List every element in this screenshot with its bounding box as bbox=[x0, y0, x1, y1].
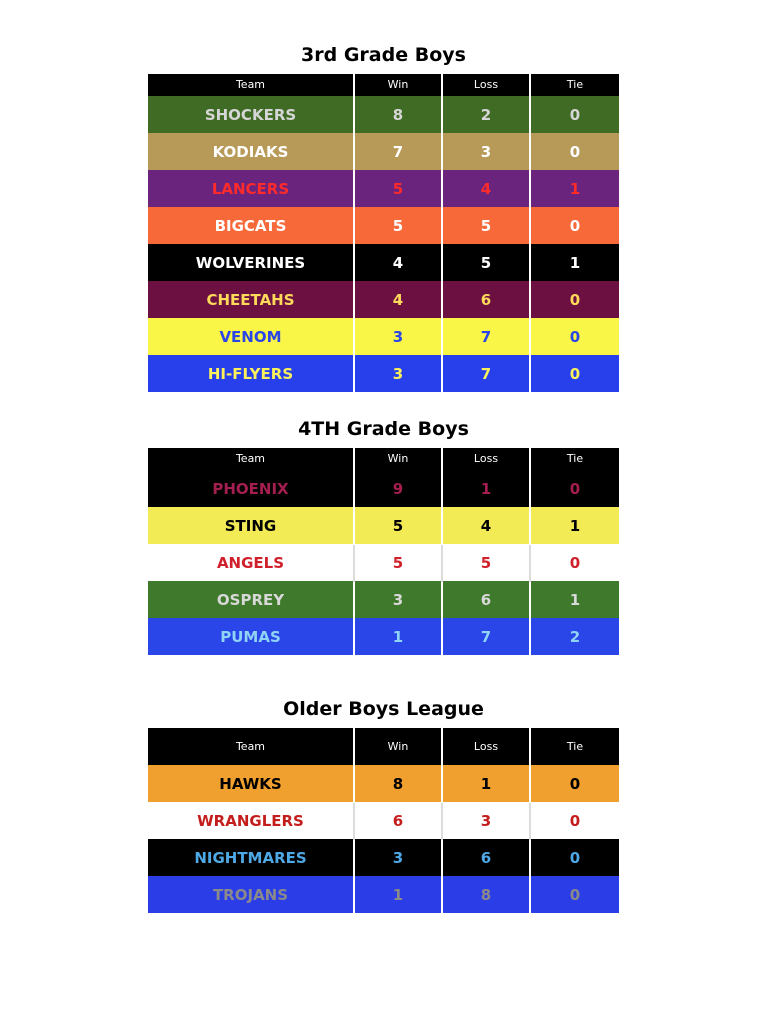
tie-cell: 0 bbox=[530, 355, 619, 392]
tie-cell: 0 bbox=[530, 876, 619, 913]
tie-cell: 2 bbox=[530, 618, 619, 655]
win-cell: 5 bbox=[354, 170, 442, 207]
team-row bbox=[148, 876, 619, 913]
loss-cell: 7 bbox=[442, 618, 530, 655]
tie-cell: 0 bbox=[530, 544, 619, 581]
win-cell: 3 bbox=[354, 581, 442, 618]
tie-cell: 1 bbox=[530, 170, 619, 207]
loss-cell: 4 bbox=[442, 170, 530, 207]
team-row bbox=[148, 581, 619, 618]
loss-cell: 5 bbox=[442, 207, 530, 244]
team-name-cell: HAWKS bbox=[219, 774, 282, 793]
team-row bbox=[148, 133, 619, 170]
loss-cell: 6 bbox=[442, 581, 530, 618]
older-boys-title: Older Boys League bbox=[283, 698, 484, 720]
third-grade-table bbox=[148, 74, 619, 392]
col-header-win: Win bbox=[354, 74, 442, 96]
tie-cell: 1 bbox=[530, 244, 619, 281]
loss-cell: 8 bbox=[442, 876, 530, 913]
loss-cell: 3 bbox=[442, 802, 530, 839]
win-cell: 3 bbox=[354, 839, 442, 876]
team-row bbox=[148, 355, 619, 392]
fourth-grade-table bbox=[148, 448, 619, 655]
tie-cell: 0 bbox=[530, 802, 619, 839]
loss-cell: 5 bbox=[442, 544, 530, 581]
team-name-cell: PUMAS bbox=[220, 627, 281, 646]
win-cell: 3 bbox=[354, 355, 442, 392]
col-header-team: Team bbox=[148, 74, 354, 96]
team-name-cell: NIGHTMARES bbox=[194, 848, 307, 867]
col-header-win: Win bbox=[354, 448, 442, 470]
loss-cell: 7 bbox=[442, 355, 530, 392]
loss-cell: 7 bbox=[442, 318, 530, 355]
tie-cell: 0 bbox=[530, 281, 619, 318]
col-header-loss: Loss bbox=[442, 448, 530, 470]
header-row bbox=[148, 728, 619, 765]
col-header-tie: Tie bbox=[530, 448, 619, 470]
team-row bbox=[148, 802, 619, 839]
team-name-cell: STING bbox=[224, 516, 277, 535]
team-name-cell: BIGCATS bbox=[214, 216, 287, 235]
team-row bbox=[148, 96, 619, 133]
win-cell: 4 bbox=[354, 244, 442, 281]
loss-cell: 3 bbox=[442, 133, 530, 170]
col-header-team: Team bbox=[148, 448, 354, 470]
col-header-tie: Tie bbox=[530, 74, 619, 96]
tie-cell: 0 bbox=[530, 133, 619, 170]
team-row bbox=[148, 544, 619, 581]
team-name-cell: TROJANS bbox=[212, 885, 289, 904]
loss-cell: 5 bbox=[442, 244, 530, 281]
win-cell: 9 bbox=[354, 470, 442, 507]
col-header-tie: Tie bbox=[530, 728, 619, 765]
team-name-cell: CHEETAHS bbox=[206, 290, 295, 309]
loss-cell: 6 bbox=[442, 281, 530, 318]
team-name-cell: OSPREY bbox=[216, 590, 285, 609]
header-row bbox=[148, 74, 619, 96]
header-row bbox=[148, 448, 619, 470]
win-cell: 7 bbox=[354, 133, 442, 170]
win-cell: 8 bbox=[354, 96, 442, 133]
third-grade-title: 3rd Grade Boys bbox=[301, 44, 466, 66]
win-cell: 1 bbox=[354, 618, 442, 655]
tie-cell: 0 bbox=[530, 765, 619, 802]
loss-cell: 1 bbox=[442, 470, 530, 507]
loss-cell: 4 bbox=[442, 507, 530, 544]
team-row bbox=[148, 507, 619, 544]
team-row bbox=[148, 207, 619, 244]
team-name-cell: ANGELS bbox=[216, 553, 285, 572]
win-cell: 5 bbox=[354, 207, 442, 244]
win-cell: 5 bbox=[354, 507, 442, 544]
tie-cell: 1 bbox=[530, 581, 619, 618]
team-row bbox=[148, 281, 619, 318]
col-header-win: Win bbox=[354, 728, 442, 765]
team-row bbox=[148, 318, 619, 355]
col-header-loss: Loss bbox=[442, 728, 530, 765]
tie-cell: 0 bbox=[530, 96, 619, 133]
loss-cell: 6 bbox=[442, 839, 530, 876]
col-header-team: Team bbox=[148, 728, 354, 765]
team-row bbox=[148, 618, 619, 655]
team-row bbox=[148, 244, 619, 281]
team-name-cell: PHOENIX bbox=[212, 479, 289, 498]
team-name-cell: SHOCKERS bbox=[204, 105, 297, 124]
team-row bbox=[148, 470, 619, 507]
win-cell: 1 bbox=[354, 876, 442, 913]
win-cell: 8 bbox=[354, 765, 442, 802]
tie-cell: 0 bbox=[530, 839, 619, 876]
win-cell: 4 bbox=[354, 281, 442, 318]
team-row bbox=[148, 170, 619, 207]
win-cell: 5 bbox=[354, 544, 442, 581]
win-cell: 6 bbox=[354, 802, 442, 839]
team-row bbox=[148, 765, 619, 802]
loss-cell: 1 bbox=[442, 765, 530, 802]
team-row bbox=[148, 839, 619, 876]
col-header-loss: Loss bbox=[442, 74, 530, 96]
tie-cell: 0 bbox=[530, 207, 619, 244]
older-boys-table bbox=[148, 728, 619, 913]
win-cell: 3 bbox=[354, 318, 442, 355]
tie-cell: 0 bbox=[530, 470, 619, 507]
tie-cell: 1 bbox=[530, 507, 619, 544]
loss-cell: 2 bbox=[442, 96, 530, 133]
tie-cell: 0 bbox=[530, 318, 619, 355]
team-name-cell: WRANGLERS bbox=[197, 811, 304, 830]
team-name-cell: VENOM bbox=[219, 327, 282, 346]
team-name-cell: HI-FLYERS bbox=[207, 364, 294, 383]
team-name-cell: KODIAKS bbox=[212, 142, 289, 161]
fourth-grade-title: 4TH Grade Boys bbox=[298, 418, 469, 440]
team-name-cell: LANCERS bbox=[211, 179, 290, 198]
team-name-cell: WOLVERINES bbox=[195, 253, 306, 272]
